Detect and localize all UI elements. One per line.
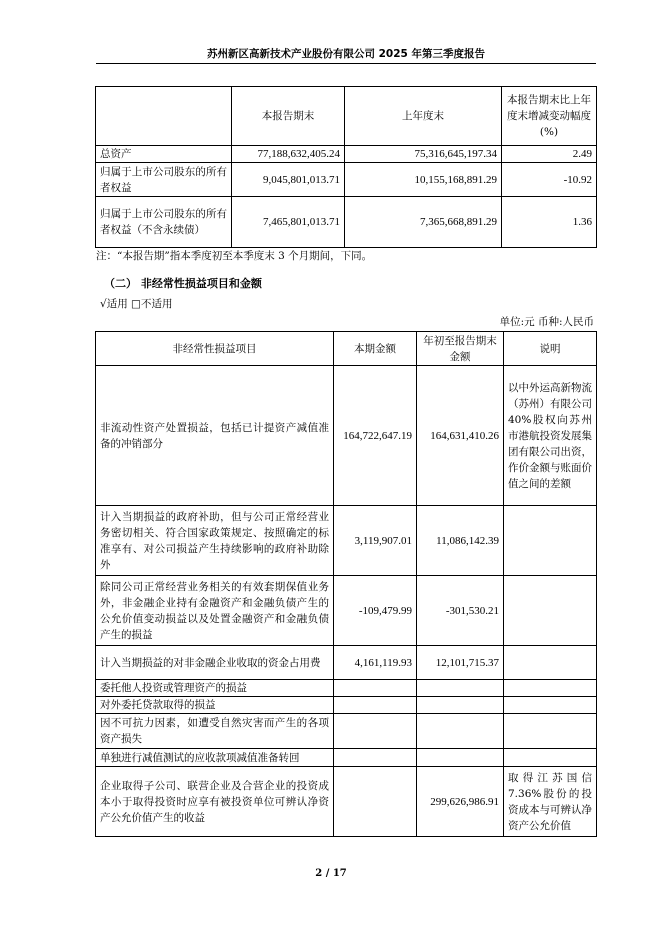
cell-note	[504, 749, 597, 767]
row-label: 总资产	[96, 146, 232, 163]
table-row	[96, 163, 597, 197]
cell-value	[334, 767, 417, 837]
table-row	[96, 197, 597, 248]
unit-label: 单位:元 币种:人民币	[499, 316, 594, 328]
table-header-row	[96, 332, 597, 366]
table-row	[96, 697, 597, 714]
cell-note	[504, 680, 597, 697]
row-label: 计入当期损益的对非金融企业收取的资金占用费	[96, 646, 334, 680]
cell-note	[504, 576, 597, 646]
cell-value: 75,316,645,197.34	[345, 146, 502, 163]
cell-value	[417, 697, 504, 714]
cell-value: 7,365,668,891.29	[345, 197, 502, 248]
header-cell: 说明	[504, 332, 597, 366]
cell-note	[504, 646, 597, 680]
cell-value	[334, 714, 417, 749]
table-row	[96, 576, 597, 646]
cell-value: 4,161,119.93	[334, 646, 417, 680]
cell-note	[504, 697, 597, 714]
cell-value	[417, 714, 504, 749]
cell-value	[417, 680, 504, 697]
cell-note	[504, 506, 597, 576]
row-label: 企业取得子公司、联营企业及合营企业的投资成本小于取得投资时应享有被投资单位可辨认净资产公允价值产生的收益	[96, 767, 334, 837]
cell-value	[334, 697, 417, 714]
cell-note	[504, 714, 597, 749]
table-row	[96, 714, 597, 749]
cell-value: 12,101,715.37	[417, 646, 504, 680]
row-label: 因不可抗力因素，如遭受自然灾害而产生的各项资产损失	[96, 714, 334, 749]
cell-value: 3,119,907.01	[334, 506, 417, 576]
header-cell: 上年度末	[345, 87, 502, 146]
balance-sheet-table	[95, 86, 597, 248]
header-cell: 本期金额	[334, 332, 417, 366]
row-label: 对外委托贷款取得的损益	[96, 697, 334, 714]
cell-value: 10,155,168,891.29	[345, 163, 502, 197]
cell-value: -301,530.21	[417, 576, 504, 646]
row-label: 委托他人投资或管理资产的损益	[96, 680, 334, 697]
header-cell: 本报告期末	[232, 87, 345, 146]
cell-value: 164,722,647.19	[334, 366, 417, 506]
header-cell: 本报告期末比上年度末增减变动幅度(%)	[502, 87, 597, 146]
cell-value: 1.36	[502, 197, 597, 248]
row-label: 归属于上市公司股东的所有者权益（不含永续债）	[96, 197, 232, 248]
row-label: 归属于上市公司股东的所有者权益	[96, 163, 232, 197]
cell-value: 299,626,986.91	[417, 767, 504, 837]
header-divider	[96, 63, 596, 64]
table-row	[96, 506, 597, 576]
page-number: 2 / 17	[315, 868, 347, 879]
page-header-title: 苏州新区高新技术产业股份有限公司 2025 年第三季度报告	[206, 48, 486, 60]
row-label: 非流动性资产处置损益，包括已计提资产减值准备的冲销部分	[96, 366, 334, 506]
cell-value: 164,631,410.26	[417, 366, 504, 506]
header-cell: 非经常性损益项目	[96, 332, 334, 366]
table-header-row	[96, 87, 597, 146]
table-row	[96, 366, 597, 506]
cell-value: 2.49	[502, 146, 597, 163]
applicability-checkbox: √适用 □不适用	[100, 298, 173, 310]
cell-value: 77,188,632,405.24	[232, 146, 345, 163]
table-row	[96, 749, 597, 767]
row-label: 除同公司正常经营业务相关的有效套期保值业务外，非金融企业持有金融资产和金融负债产生的公允价值变动损益以及处置金融资产和金融负债产生的损益	[96, 576, 334, 646]
cell-value: 9,045,801,013.71	[232, 163, 345, 197]
cell-value: -109,479.99	[334, 576, 417, 646]
cell-value	[334, 680, 417, 697]
table-row	[96, 680, 597, 697]
non-recurring-items-table	[95, 331, 597, 837]
table-row	[96, 146, 597, 163]
cell-value	[417, 749, 504, 767]
cell-note: 取得江苏国信 7.36%股份的投资成本与可辨认净资产公允价值	[504, 767, 597, 837]
row-label: 计入当期损益的政府补助，但与公司正常经营业务密切相关、符合国家政策规定、按照确定的标准享有、对公司损益产生持续影响的政府补助除外	[96, 506, 334, 576]
header-cell: 年初至报告期末金额	[417, 332, 504, 366]
row-label: 单独进行减值测试的应收款项减值准备转回	[96, 749, 334, 767]
cell-value: 7,465,801,013.71	[232, 197, 345, 248]
cell-note: 以中外运高新物流（苏州）有限公司 40%股权向苏州市港航投资发展集团有限公司出资，作价金额与账面价值之间的差额	[504, 366, 597, 506]
cell-value	[334, 749, 417, 767]
section-title: （二） 非经常性损益项目和金额	[104, 277, 262, 290]
table-note: 注：“本报告期”指本季度初至本季度末 3 个月期间，下同。	[96, 250, 373, 262]
table-row	[96, 646, 597, 680]
cell-value: -10.92	[502, 163, 597, 197]
header-cell	[96, 87, 232, 146]
table-row	[96, 767, 597, 837]
cell-value: 11,086,142.39	[417, 506, 504, 576]
